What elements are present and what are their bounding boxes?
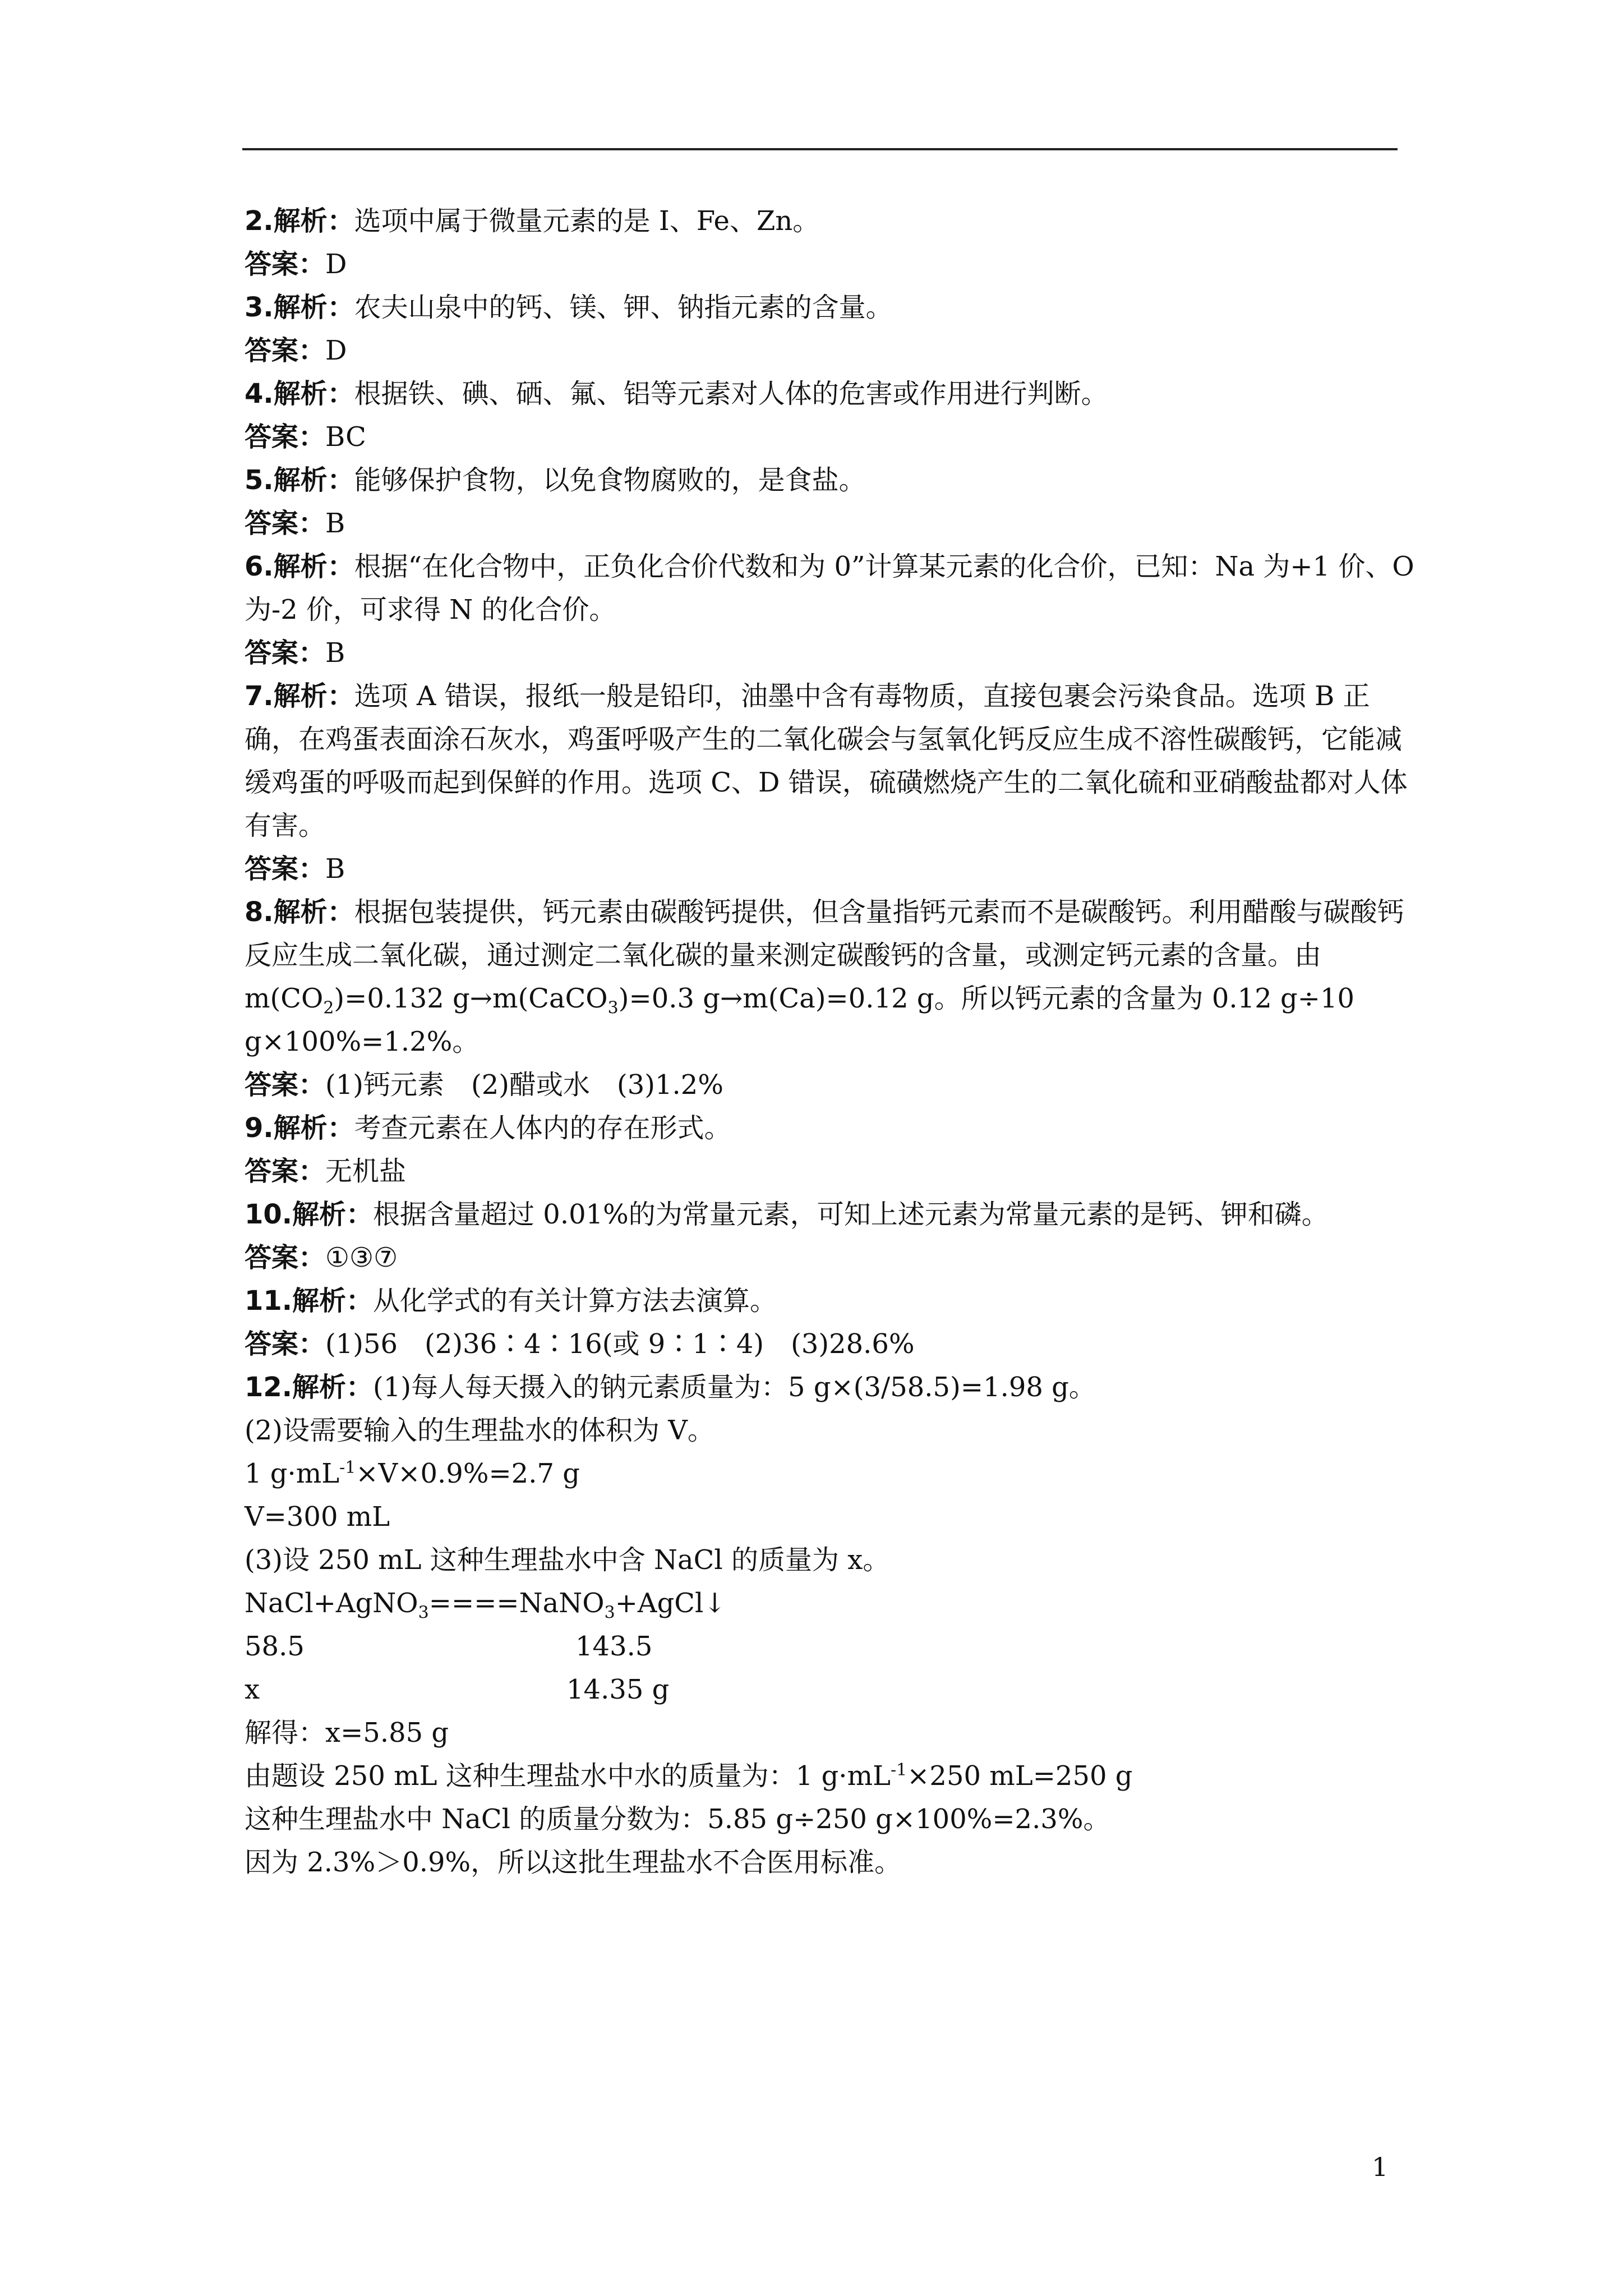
q12-line-3-sup: -1: [339, 1458, 356, 1478]
q12-solve: 解得：x=5.85 g: [245, 1717, 449, 1749]
q2-analysis-text: 选项中属于微量元素的是 I、Fe、Zn。: [354, 205, 820, 237]
page-number: 1: [1372, 2152, 1389, 2182]
q12-analysis: [245, 1366, 1417, 1409]
q8-answer: [245, 1064, 1417, 1107]
water-b: ×250 mL=250 g: [907, 1760, 1133, 1792]
q8-answer-label: 答案：: [245, 1069, 326, 1101]
q8-subscript-2: 2: [323, 998, 334, 1018]
q12-line-5: (3)设 250 mL 这种生理盐水中含 NaCl 的质量为 x。: [245, 1544, 890, 1576]
q9-number: 9.: [245, 1112, 274, 1144]
q6-answer-label: 答案：: [245, 637, 326, 669]
q10-number: 10.: [245, 1199, 293, 1230]
q6-number: 6.: [245, 551, 274, 582]
q11-answer: [245, 1323, 1417, 1366]
q3-answer-text: D: [325, 335, 347, 366]
equation-part-a: NaCl+AgNO: [245, 1588, 418, 1619]
q4-answer-label: 答案：: [245, 421, 326, 453]
q12-line-2: (2)设需要输入的生理盐水的体积为 V。: [245, 1415, 714, 1446]
q9-analysis-label: 解析：: [273, 1112, 354, 1144]
var-right: 14.35 g: [566, 1674, 670, 1705]
q6-analysis-text: 根据“在化合物中，正负化合价代数和为 0”计算某元素的化合价，已知：Na 为+1 价、O 为-2 价，可求得 N 的化合价。: [245, 551, 1423, 625]
q4-analysis: [245, 372, 1417, 416]
q6-answer-text: B: [325, 637, 345, 669]
q10-analysis: [245, 1193, 1417, 1236]
q7-analysis-label: 解析：: [273, 680, 354, 712]
q2-answer-label: 答案：: [245, 249, 326, 280]
q7-analysis: [245, 675, 1417, 848]
q5-answer-text: B: [325, 508, 345, 539]
q9-answer: [245, 1150, 1417, 1193]
mass-right: 143.5: [575, 1631, 653, 1662]
q8-analysis-text-3: )=0.3 g→m(Ca)=0.12 g。所以钙元素的含量为 0.12 g÷10 g×100%=1.2%。: [245, 983, 1363, 1057]
q10-answer-text: ①③⑦: [325, 1242, 398, 1273]
equation-part-c: +AgCl↓: [615, 1588, 726, 1619]
q11-answer-text: (1)56 (2)36∶4∶16(或 9∶1∶4) (3)28.6%: [325, 1328, 915, 1360]
q4-number: 4.: [245, 378, 274, 409]
answer-content: [245, 200, 1423, 1884]
q8-subscript-3: 3: [607, 998, 619, 1018]
q9-answer-text: 无机盐: [325, 1156, 407, 1187]
q12-equation: [245, 1582, 1417, 1625]
q7-answer: [245, 848, 1417, 891]
q9-analysis: [245, 1107, 1417, 1150]
q11-number: 11.: [245, 1285, 293, 1317]
q10-analysis-label: 解析：: [292, 1199, 374, 1230]
q10-analysis-text: 根据含量超过 0.01%的为常量元素，可知上述元素为常量元素的是钙、钾和磷。: [373, 1199, 1329, 1230]
q12-line-3-b: ×V×0.9%=2.7 g: [356, 1458, 580, 1489]
q12-mass-row: [245, 1625, 1417, 1668]
q3-number: 3.: [245, 292, 274, 323]
q11-analysis-text: 从化学式的有关计算方法去演算。: [373, 1285, 777, 1317]
equation-sub-1: 3: [418, 1603, 429, 1623]
q12-conclusion: 因为 2.3%＞0.9%，所以这批生理盐水不合医用标准。: [245, 1847, 902, 1878]
q5-answer: [245, 502, 1417, 545]
q7-answer-label: 答案：: [245, 853, 326, 885]
q11-answer-label: 答案：: [245, 1328, 326, 1360]
var-left: x: [245, 1674, 260, 1705]
q2-analysis: [245, 200, 1417, 243]
q6-answer: [245, 632, 1417, 675]
q3-analysis-text: 农夫山泉中的钙、镁、钾、钠指元素的含量。: [354, 292, 893, 323]
q11-analysis: [245, 1280, 1417, 1323]
q5-number: 5.: [245, 464, 274, 496]
q4-answer: [245, 416, 1417, 459]
q8-number: 8.: [245, 896, 274, 928]
water-a: 由题设 250 mL 这种生理盐水中水的质量为：1 g·mL: [245, 1760, 891, 1792]
q11-analysis-label: 解析：: [292, 1285, 374, 1317]
q12-line-3-a: 1 g·mL: [245, 1458, 340, 1489]
q7-analysis-text: 选项 A 错误，报纸一般是铅印，油墨中含有毒物质，直接包裹会污染食品。选项 B 正确，在鸡蛋表面涂石灰水，鸡蛋呼吸产生的二氧化碳会与氢氧化钙反应生成不溶性碳酸钙，它能减缓鸡蛋的呼吸而起到保鲜的作用。选项 C、D 错误，硫磺燃烧产生的二氧化硫和亚硝酸盐都对人体有害。: [245, 680, 1408, 841]
equation-sub-2: 3: [604, 1603, 615, 1623]
q2-answer-text: D: [325, 249, 347, 280]
q9-answer-label: 答案：: [245, 1156, 326, 1187]
q3-analysis-label: 解析：: [273, 292, 354, 323]
header-rule: [242, 148, 1398, 150]
q5-analysis-label: 解析：: [273, 464, 354, 496]
q6-analysis-label: 解析：: [273, 551, 354, 582]
q12-number: 12.: [245, 1372, 293, 1403]
q2-answer: [245, 243, 1417, 286]
q8-analysis-text-1: 根据包装提供，钙元素由碳酸钙提供，但含量指钙元素而不是碳酸钙。利用醋酸与碳酸钙反应生成二氧化碳，通过测定二氧化碳的量来测定碳酸钙的含量，或测定钙元素的含量。由 m(CO: [245, 896, 1404, 1014]
q8-analysis-label: 解析：: [273, 896, 354, 928]
q12-line-3: [245, 1452, 1417, 1496]
q8-analysis: [245, 891, 1417, 1064]
q5-analysis: [245, 459, 1417, 502]
q5-analysis-text: 能够保护食物，以免食物腐败的，是食盐。: [354, 464, 866, 496]
mass-left: 58.5: [245, 1631, 305, 1662]
q12-line-1: (1)每人每天摄入的钠元素质量为：5 g×(3/58.5)=1.98 g。: [373, 1372, 1096, 1403]
water-sup: -1: [890, 1760, 907, 1780]
q6-analysis: [245, 545, 1423, 632]
equation-part-b: ====NaNO: [428, 1588, 605, 1619]
q7-answer-text: B: [325, 853, 345, 885]
q4-analysis-label: 解析：: [273, 378, 354, 409]
q4-analysis-text: 根据铁、碘、硒、氟、铝等元素对人体的危害或作用进行判断。: [354, 378, 1108, 409]
q12-fraction: 这种生理盐水中 NaCl 的质量分数为：5.85 g÷250 g×100%=2.3%。: [245, 1803, 1110, 1835]
q2-analysis-label: 解析：: [273, 205, 354, 237]
q2-number: 2.: [245, 205, 274, 237]
q9-analysis-text: 考查元素在人体内的存在形式。: [354, 1112, 731, 1144]
q12-analysis-label: 解析：: [292, 1372, 374, 1403]
q8-analysis-text-2: )=0.132 g→m(CaCO: [334, 983, 608, 1014]
q3-answer: [245, 329, 1417, 372]
q12-line-4: V=300 mL: [245, 1501, 390, 1533]
q10-answer-label: 答案：: [245, 1242, 326, 1273]
q3-answer-label: 答案：: [245, 335, 326, 366]
q10-answer: [245, 1236, 1417, 1280]
q12-water: [245, 1755, 1417, 1798]
q3-analysis: [245, 286, 1417, 329]
q4-answer-text: BC: [325, 421, 366, 453]
q8-answer-text: (1)钙元素 (2)醋或水 (3)1.2%: [325, 1069, 723, 1101]
q7-number: 7.: [245, 680, 274, 712]
q5-answer-label: 答案：: [245, 508, 326, 539]
q12-var-row: [245, 1668, 1417, 1711]
